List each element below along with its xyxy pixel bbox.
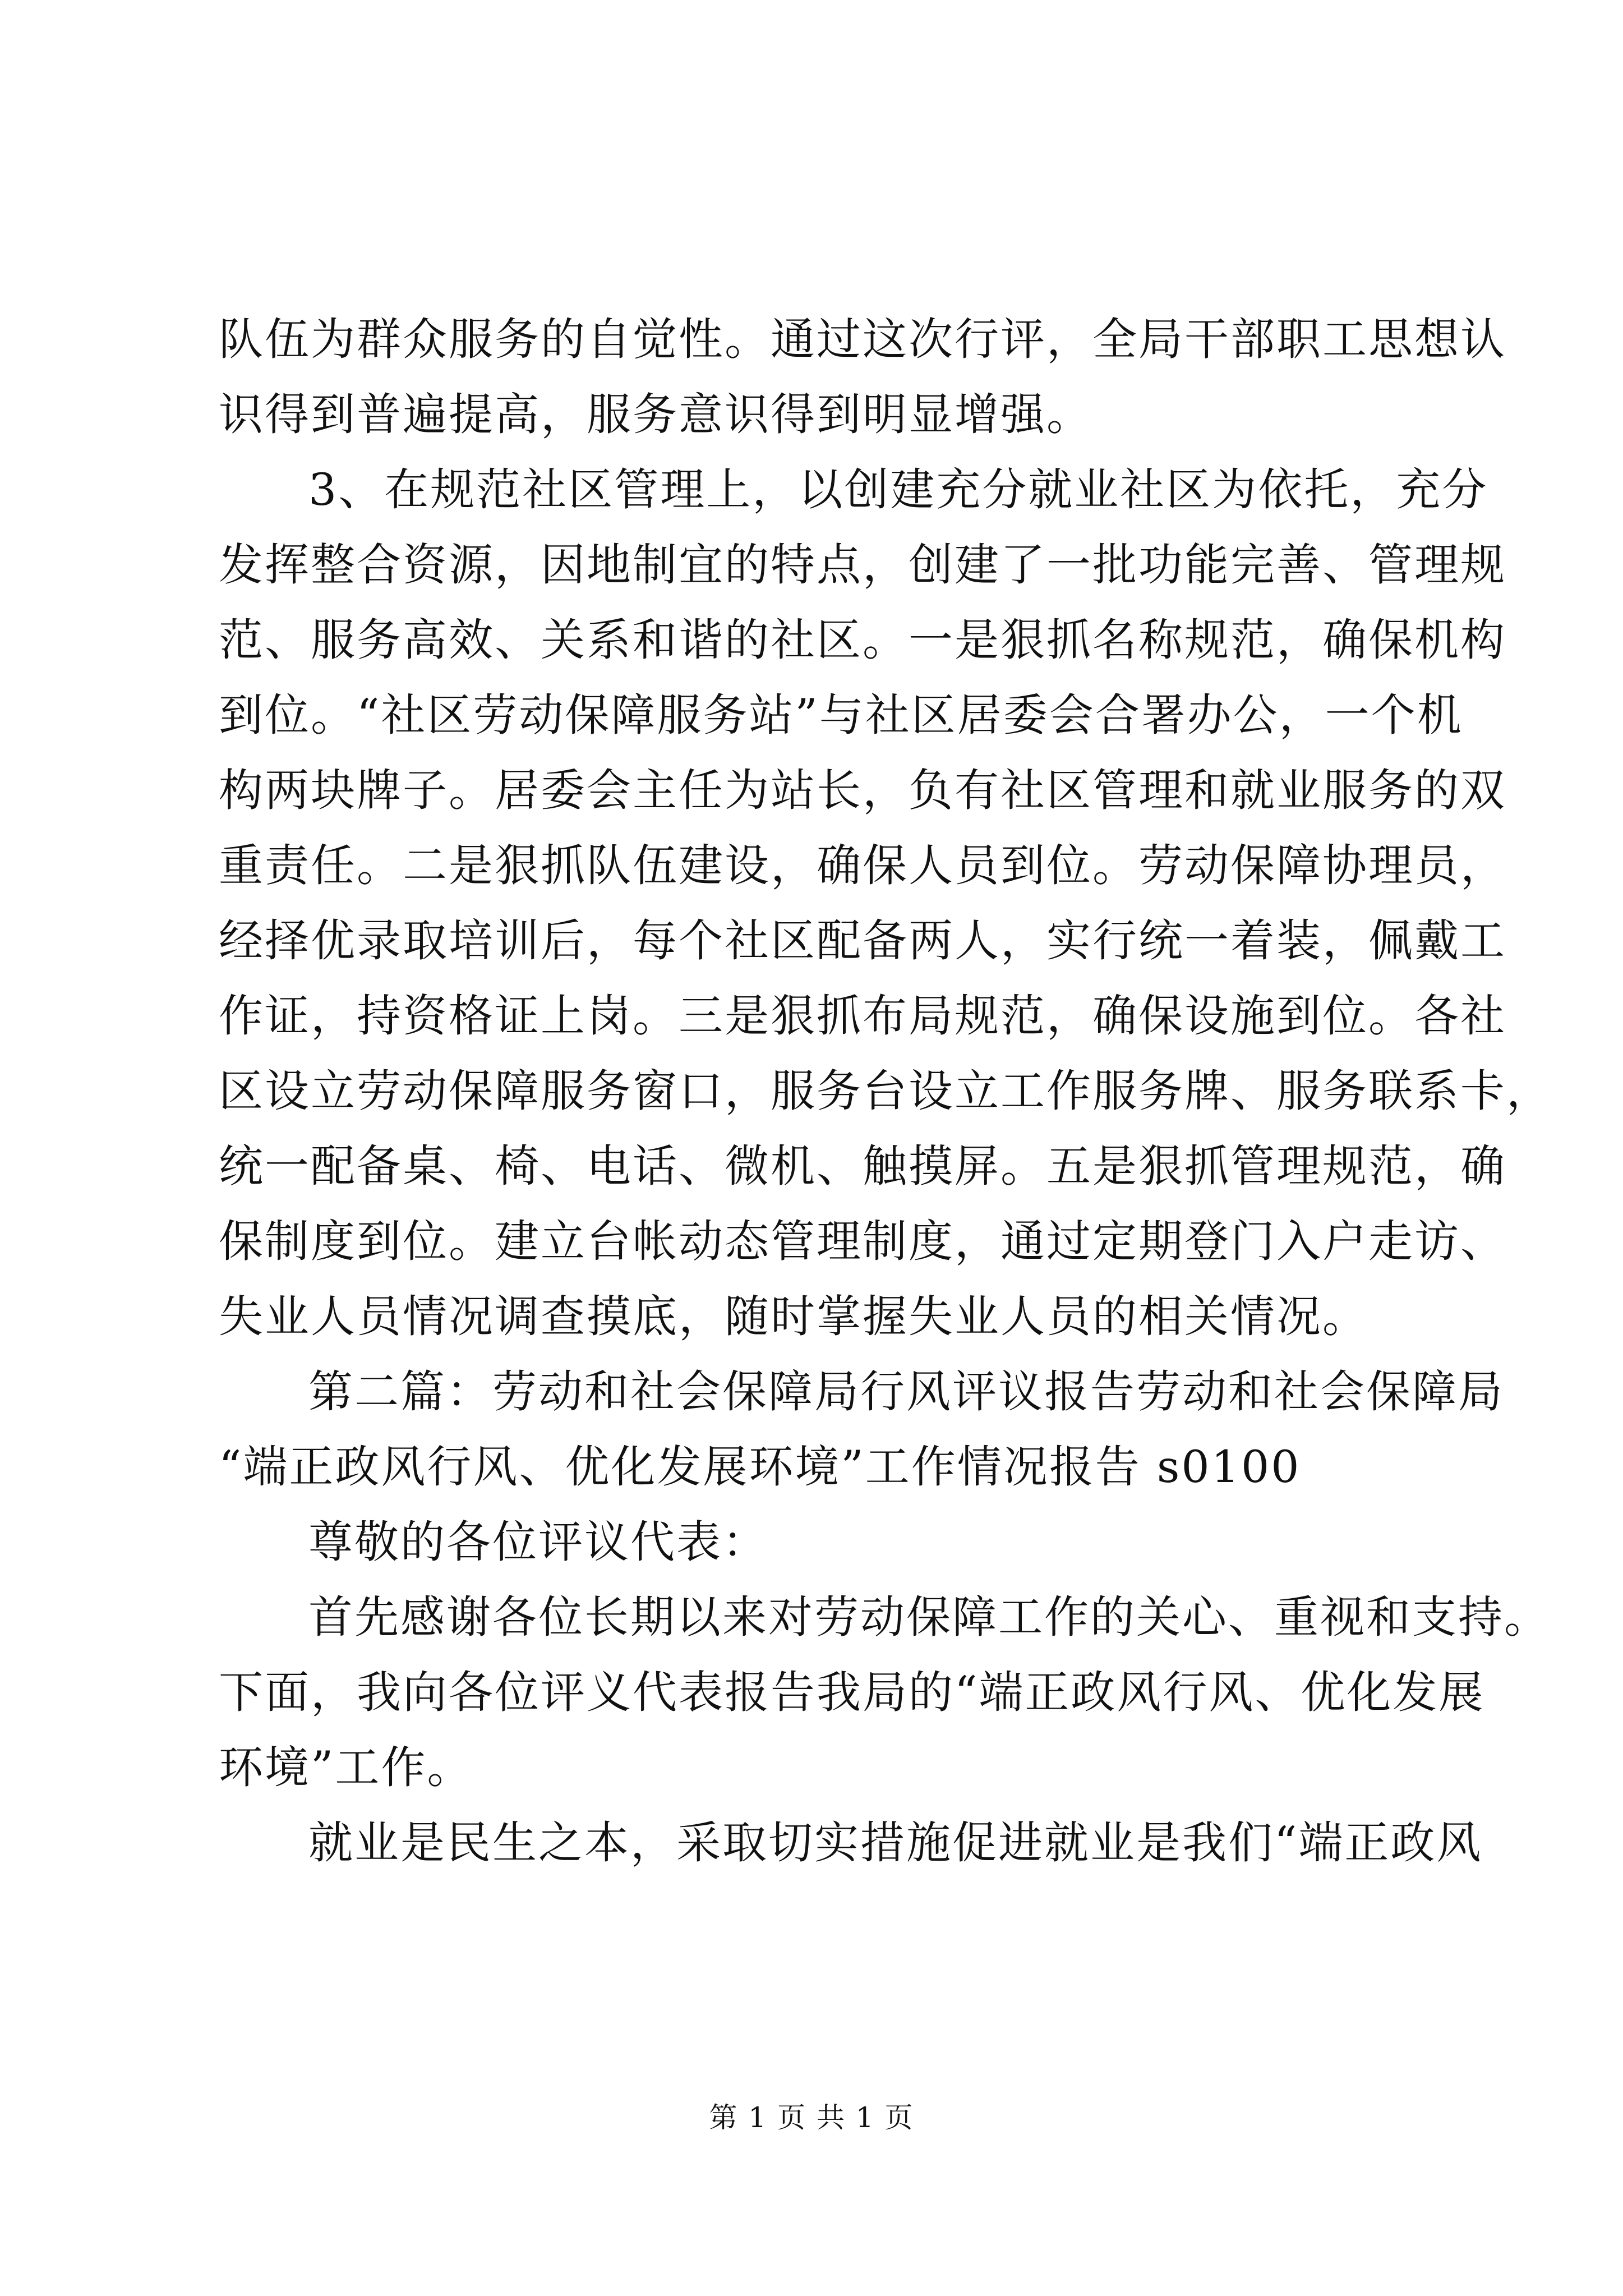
section-heading-line: “端正政风行风、优化发展环境”工作情况报告 s0100 [219, 1441, 1301, 1493]
text-line: 下面，我向各位评义代表报告我局的“端正政风行风、优化发展 [219, 1667, 1485, 1718]
text-line: 发挥整合资源，因地制宜的特点，创建了一批功能完善、管理规 [219, 539, 1506, 591]
page-footer [0, 2101, 1623, 2134]
text-line: 队伍为群众服务的自觉性。通过这次行评，全局干部职工思想认 [219, 314, 1506, 365]
paragraph-start-line: 就业是民生之本，采取切实措施促进就业是我们“端正政风 [308, 1817, 1483, 1869]
text-line: 到位。“社区劳动保障服务站”与社区居委会合署办公，一个机 [219, 689, 1463, 741]
text-line: 区设立劳动保障服务窗口，服务台设立工作服务牌、服务联系卡， [219, 1065, 1552, 1117]
section-heading-line: 第二篇：劳动和社会保障局行风评议报告劳动和社会保障局 [308, 1366, 1504, 1418]
text-line: 环境”工作。 [219, 1742, 473, 1793]
text-line: 识得到普遍提高，服务意识得到明显增强。 [219, 389, 1092, 440]
text-line: 统一配备桌、椅、电话、微机、触摸屏。五是狠抓管理规范，确 [219, 1140, 1506, 1192]
page-number-label: 第 1 页 共 1 页 [709, 2101, 914, 2134]
paragraph-start-line: 3、在规范社区管理上，以创建充分就业社区为依托，充分 [308, 464, 1488, 516]
text-line: 构两块牌子。居委会主任为站长，负有社区管理和就业服务的双 [219, 765, 1506, 816]
text-line: 重责任。二是狠抓队伍建设，确保人员到位。劳动保障协理员， [219, 840, 1506, 891]
text-line: 范、服务高效、关系和谐的社区。一是狠抓名称规范，确保机构 [219, 614, 1506, 666]
paragraph-start-line: 首先感谢各位长期以来对劳动保障工作的关心、重视和支持。 [308, 1591, 1550, 1643]
salutation-line: 尊敬的各位评议代表： [308, 1516, 768, 1568]
document-body [219, 302, 1552, 1880]
text-line: 作证，持资格证上岗。三是狠抓布局规范，确保设施到位。各社 [219, 990, 1506, 1042]
text-line: 保制度到位。建立台帐动态管理制度，通过定期登门入户走访、 [219, 1216, 1506, 1267]
text-line: 经择优录取培训后，每个社区配备两人，实行统一着装，佩戴工 [219, 915, 1506, 967]
text-line: 失业人员情况调查摸底，随时掌握失业人员的相关情况。 [219, 1291, 1368, 1342]
